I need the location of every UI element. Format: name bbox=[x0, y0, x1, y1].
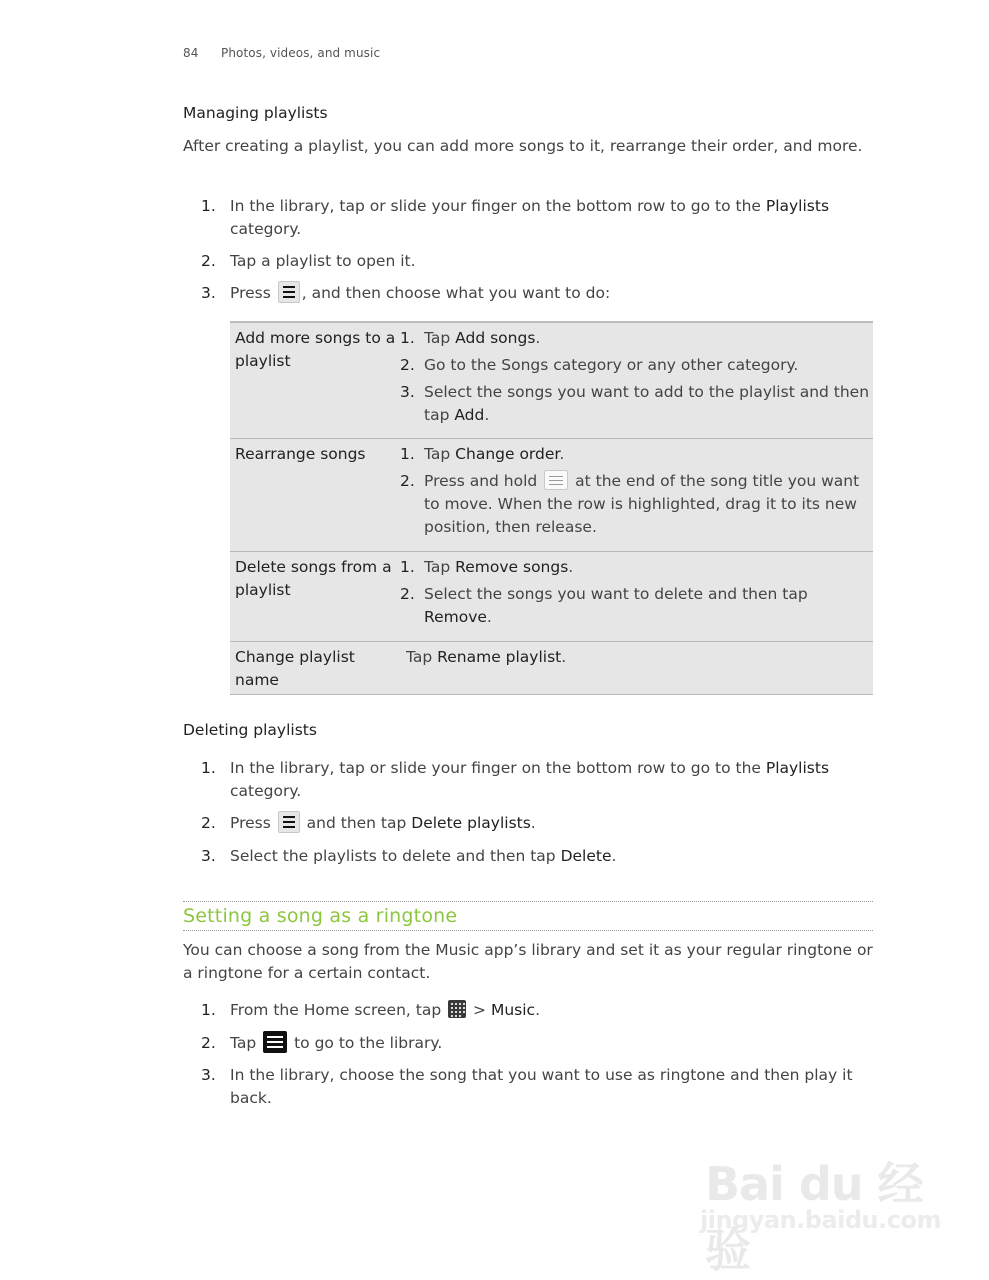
step-number: 1. bbox=[201, 197, 216, 215]
ringtone-intro: You can choose a song from the Music app’s library and set it as your regular ringtone or a ringtone for a certain contact. bbox=[183, 941, 873, 982]
table-row-rearrange bbox=[230, 439, 873, 552]
page-header bbox=[183, 46, 380, 60]
row-label: Delete songs from a playlist bbox=[235, 558, 392, 599]
step-number: 2. bbox=[201, 814, 216, 832]
row-body: 1. Tap Change order. 2. Press and hold at the end of the song title you want to move. When the row is highlighted, drag it to its new position, then release. bbox=[400, 445, 860, 536]
step-number: 3. bbox=[201, 284, 216, 302]
section-divider-bottom bbox=[183, 930, 873, 931]
heading-deleting-playlists: Deleting playlists bbox=[183, 721, 317, 739]
deleting-step-1: 1. In the library, tap or slide your finger on the bottom row to go to the Playlists category. bbox=[201, 759, 830, 800]
table-row-delete-songs bbox=[230, 552, 873, 642]
step-number: 3. bbox=[201, 847, 216, 865]
section-title: Photos, videos, and music bbox=[221, 46, 381, 60]
playlist-actions-table bbox=[230, 321, 873, 695]
deleting-step-2: 2. Press and then tap Delete playlists. bbox=[201, 812, 873, 835]
managing-step-2: 2. Tap a playlist to open it. bbox=[201, 250, 873, 273]
drag-handle-icon bbox=[544, 470, 568, 490]
deleting-step-3: 3. Select the playlists to delete and then tap Delete. bbox=[201, 845, 873, 868]
ringtone-step-3: 3. In the library, choose the song that you want to use as ringtone and then play it back. bbox=[201, 1066, 853, 1107]
ringtone-step-1: 1. From the Home screen, tap > Music. bbox=[201, 999, 873, 1022]
menu-icon bbox=[278, 281, 300, 303]
step-number: 2. bbox=[201, 252, 216, 270]
table-row-add-songs bbox=[230, 323, 873, 439]
step-number: 1. bbox=[201, 759, 216, 777]
heading-managing-playlists: Managing playlists bbox=[183, 104, 328, 122]
managing-step-3: 3. Press , and then choose what you want to do: bbox=[201, 282, 873, 305]
watermark-url: jingyan.baidu.com bbox=[700, 1206, 941, 1234]
managing-intro: After creating a playlist, you can add more songs to it, rearrange their order, and more. bbox=[183, 137, 863, 155]
step-number: 2. bbox=[201, 1034, 216, 1052]
ringtone-step-2: 2. Tap to go to the library. bbox=[201, 1032, 873, 1055]
heading-ringtone: Setting a song as a ringtone bbox=[183, 905, 458, 927]
all-apps-grid-icon bbox=[448, 1000, 466, 1018]
step-number: 1. bbox=[201, 1001, 216, 1019]
row-label: Add more songs to a playlist bbox=[235, 329, 396, 370]
table-row-rename bbox=[230, 642, 873, 695]
page-number: 84 bbox=[183, 46, 199, 60]
library-icon bbox=[263, 1031, 287, 1053]
row-label: Rearrange songs bbox=[235, 445, 366, 463]
row-body: Tap Rename playlist. bbox=[406, 648, 567, 666]
row-label: Change playlist name bbox=[235, 648, 355, 689]
section-divider-top bbox=[183, 901, 873, 902]
step-number: 3. bbox=[201, 1066, 216, 1084]
row-body: 1. Tap Remove songs. 2. Select the songs you want to delete and then tap Remove. bbox=[400, 558, 808, 626]
row-body: 1. Tap Add songs. 2. Go to the Songs category or any other category. 3. Select the songs you want to add to the playlist and then tap Add. bbox=[400, 329, 870, 424]
baidu-watermark bbox=[700, 1130, 941, 1277]
managing-step-1: 1. In the library, tap or slide your finger on the bottom row to go to the Playlists category. bbox=[201, 197, 830, 238]
watermark-logo: Bai du 经验 bbox=[705, 1157, 923, 1277]
menu-icon bbox=[278, 811, 300, 833]
